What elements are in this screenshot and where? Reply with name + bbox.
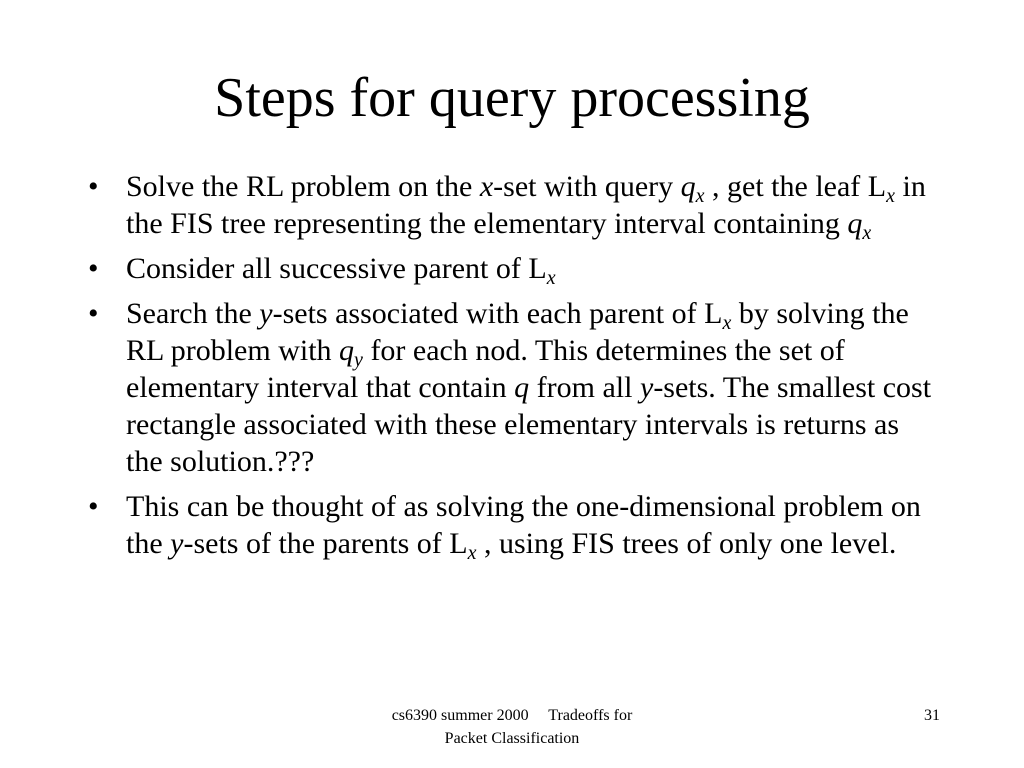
subscript: y [354, 349, 363, 371]
bullet-text: in the FIS tree representing the elementary interval containing [126, 170, 926, 240]
subscript: x [546, 267, 556, 289]
bullet-text: , using FIS trees of only one level. [476, 527, 897, 560]
var-q: q [339, 334, 355, 367]
bullet-text: -set with query [493, 170, 681, 203]
bullet-text: , get the leaf L [704, 170, 887, 203]
bullet-dot: • [88, 170, 99, 203]
footer-topic-line: Packet Classification [444, 730, 580, 747]
bullet-text: -sets associated with each parent of L [272, 297, 723, 330]
var-q: q [847, 207, 863, 240]
footer-course [332, 704, 692, 750]
bullet-item-4 [88, 488, 938, 562]
var-y: y [639, 371, 654, 404]
bullet-dot: • [88, 490, 99, 523]
bullet-text: Consider all successive parent of L [126, 252, 547, 285]
var-y: y [170, 527, 184, 560]
page-number: 31 [924, 707, 940, 724]
subscript: x [695, 185, 705, 207]
var-y: y [259, 297, 273, 330]
subscript: x [467, 542, 477, 564]
bullet-dot: • [88, 252, 99, 285]
var-q: q [514, 371, 530, 404]
slide-title: Steps for query processing [214, 67, 810, 129]
bullet-text: -sets. The smallest cost rectangle associated with these elementary intervals is returns as the solution.??? [126, 371, 932, 478]
bullet-list [88, 168, 938, 570]
bullet-text: for each nod. This determines the set of elementary interval that contain [126, 334, 845, 404]
bullet-item-1 [88, 168, 938, 242]
bullet-text: This can be thought of as solving the one-dimensional problem on the [126, 490, 921, 560]
var-x: x [479, 170, 494, 203]
bullet-dot: • [88, 297, 99, 330]
subscript: x [886, 185, 896, 207]
bullet-text: from all [529, 371, 640, 404]
bullet-text: -sets of the parents of L [183, 527, 468, 560]
subscript: x [862, 222, 872, 244]
bullet-item-2 [88, 250, 938, 287]
bullet-item-3 [88, 295, 938, 480]
bullet-text: by solving the RL problem with [126, 297, 909, 367]
var-q: q [680, 170, 696, 203]
subscript: x [722, 312, 732, 334]
bullet-text: Solve the RL problem on the [126, 170, 480, 203]
footer-course-line: cs6390 summer 2000 Tradeoffs for [391, 707, 633, 724]
bullet-text: Search the [126, 297, 260, 330]
